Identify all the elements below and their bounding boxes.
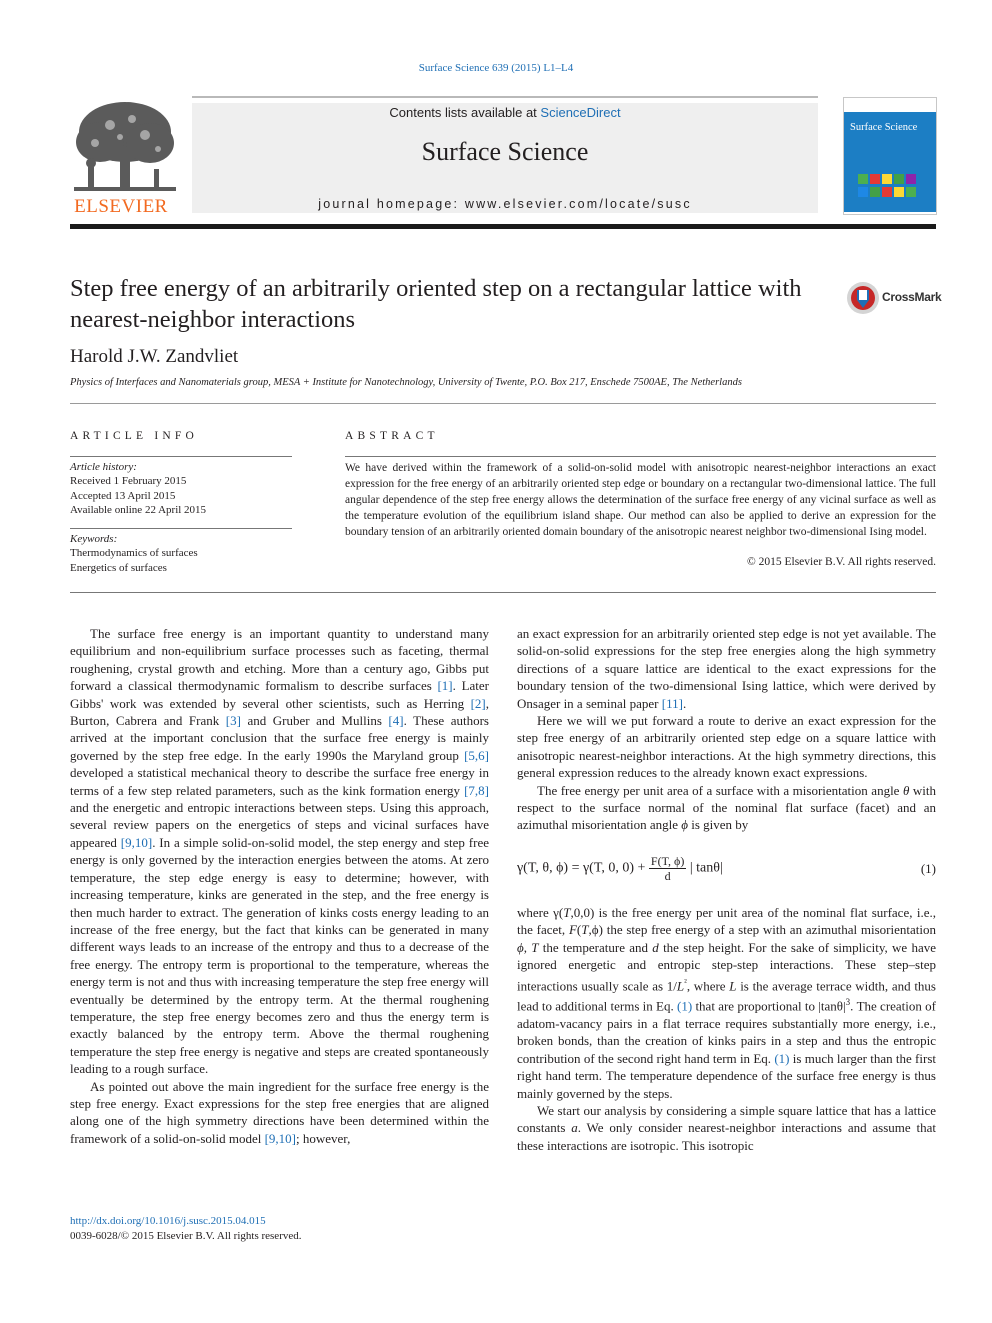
math-symbol: T xyxy=(581,922,589,938)
math-symbol: L xyxy=(676,977,685,993)
body-paragraph: As pointed out above the main ingredient for the surface free energy is the step free energy. Exact expressions for the step free energies that are aligned along one of the high symmetry directions have been determined within the framework of a solid-on-solid model [9,10]; however, xyxy=(70,1078,489,1146)
equation-number: (1) xyxy=(920,860,936,876)
body-paragraph: an exact expression for an arbitrarily oriented step edge is not yet available. The solid-on-solid expressions for the step free energies along the high symmetry directions of a square lattice are identical to the exact expressions for the boundary tension of the two-dimensional Ising lattice, which were derived by Onsager in a seminal paper [11]. xyxy=(517,626,936,711)
equation-rhs: | tanθ| xyxy=(686,860,723,876)
body-paragraph: We start our analysis by considering a simple square lattice that has a lattice constants a. We only consider nearest-neighbor interactions and assume that these interactions are isotropic. This isotropic xyxy=(517,1103,936,1153)
author-name: Harold J.W. Zandvliet xyxy=(70,346,239,367)
cover-art xyxy=(856,172,926,202)
fraction-numerator: F(T, ϕ) xyxy=(650,853,685,868)
citation-link[interactable]: [9,10] xyxy=(264,1130,297,1146)
keywords-label: Keywords: xyxy=(70,533,118,545)
author-affiliation: Physics of Interfaces and Nanomaterials group, MESA + Institute for Nanotechnology, University of Twente, P.O. Box 217, Enschede 7500AE, The Netherlands xyxy=(70,377,742,388)
body-paragraph: The surface free energy is an important quantity to understand many equilibrium and non-equilibrium surface processes such as faceting, thermal roughening, crystal growth and etching. More than a century ago, Gibbs put forward a classical thermodynamic formalism to describe surfaces [1]. Later Gibbs' work was extended by several other scientists, such as Herring [2], Burton, Cabrera and Frank [3] and Gruber and Mullins [4]. These authors arrived at the important conclusion that the surface free energy is mainly governed by the step free edge. In the early 1990s the Maryland group [5,6] developed a statistical mechanical theory to describe the surface free energy in terms of a few step related parameters, such as the kink formation energy [7,8] and the energetic and entropic interactions between steps. Using this approach, several review papers on the energetics of steps and vicinal surfaces have appeared [9,10]. In a simple solid-on-solid model, the step energy and step free energy is only governed by the interaction energies between the atoms. At zero temperature, the step edge energy is easy to determine; however, with increasing temperature, kinks are generated in the step, and the free energy is then much harder to extract. The generation of kinks costs energy leading to an increase of the free energy, but the fact that kinks can be generated in many different ways leads to an increase of the entropy and thus to a decrease of the free energy. The entropy term is proportional to the temperature, whereas the energy term is not and thus with increasing temperature the step free energy will eventually be determined by the entropy term. At the thermal roughening temperature, the step free energy becomes zero and thus the energy term is exactly balanced by the entropy term. Above the thermal roughening temperature the step free energy is negative and steps are created spontaneously leading to a rough surface. xyxy=(70,626,489,1077)
history-accepted: Accepted 13 April 2015 xyxy=(70,489,176,502)
crossmark-icon[interactable] xyxy=(846,281,880,315)
citation-link[interactable]: [4] xyxy=(388,713,404,729)
math-symbol: θ xyxy=(902,782,910,798)
article-history xyxy=(70,460,292,517)
abstract-copyright: © 2015 Elsevier B.V. All rights reserved. xyxy=(747,556,936,568)
math-symbol: T xyxy=(531,939,539,955)
history-received: Received 1 February 2015 xyxy=(70,475,187,488)
header-top-rule xyxy=(192,96,818,98)
citation-link[interactable]: [5,6] xyxy=(464,747,489,763)
article-info-rule xyxy=(70,456,292,457)
superscript: 3 xyxy=(845,997,851,1008)
elsevier-wordmark: ELSEVIER xyxy=(74,196,168,217)
body-column-left xyxy=(70,625,489,1147)
citation-link[interactable]: [9,10] xyxy=(120,834,153,850)
keyword-item: Energetics of surfaces xyxy=(70,561,167,574)
abstract-rule xyxy=(345,456,936,457)
keyword-item: Thermodynamics of surfaces xyxy=(70,547,198,560)
abstract-bottom-rule xyxy=(70,592,936,593)
body-paragraph: Here we will we put forward a route to derive an exact expression for the step free energy of an arbitrarily oriented step edge on a square lattice with anisotropic nearest-neighbor interactions. At the high symmetry directions, this general expression reduces to the already known exact expressions. xyxy=(517,713,936,781)
journal-cover-thumbnail[interactable] xyxy=(843,97,937,215)
math-symbol: ϕ xyxy=(517,939,524,955)
contents-prefix: Contents lists available at xyxy=(389,105,541,120)
citation-link[interactable]: [2] xyxy=(470,695,486,711)
equation-lhs: γ(T, θ, ϕ) = γ(T, 0, 0) + xyxy=(517,860,649,876)
title-divider xyxy=(70,403,936,404)
body-column-right xyxy=(517,625,936,1154)
sciencedirect-link[interactable]: ScienceDirect xyxy=(540,105,621,120)
citation-link[interactable]: (1) xyxy=(774,1050,790,1066)
math-symbol: L xyxy=(729,977,737,993)
crossmark-label[interactable]: CrossMark xyxy=(882,290,942,304)
citation-link[interactable]: [1] xyxy=(437,678,453,694)
history-label: Article history: xyxy=(70,461,137,473)
citation-link[interactable]: (1) xyxy=(677,998,693,1014)
math-symbol: T xyxy=(563,904,571,920)
header-thick-rule xyxy=(70,224,936,229)
keywords-rule xyxy=(70,528,292,529)
article-info-heading: ARTICLE INFO xyxy=(70,430,198,442)
abstract-text: We have derived within the framework of a solid-on-solid model with anisotropic nearest-neighbor interactions an exact expression for the free energy of an arbitrarily oriented step edge or boundary on a rectangular two-dimensional lattice. The full angular dependence of the step free energy allows the determination of the surface free energy of any vicinal surface as well as the temperature evolution of the equilibrium island shape. Our method can also be applied to derive an expression for the boundary tension of an arbitrarily oriented domain boundary of the anisotropic nearest neighbor two-dimensional Ising model. xyxy=(345,462,936,539)
equation-body xyxy=(517,854,723,883)
contents-line xyxy=(192,105,818,120)
abstract-heading: ABSTRACT xyxy=(345,430,439,442)
citation-link[interactable]: [11] xyxy=(661,695,683,711)
cover-title: Surface Science xyxy=(850,122,918,133)
math-symbol: F xyxy=(568,922,577,938)
equation-1 xyxy=(517,844,936,896)
journal-citation[interactable]: Surface Science 639 (2015) L1–L4 xyxy=(418,62,574,74)
journal-title: Surface Science xyxy=(421,137,589,166)
issn-copyright: 0039-6028/© 2015 Elsevier B.V. All rights reserved. xyxy=(70,1230,302,1242)
equation-fraction xyxy=(649,854,686,883)
keywords xyxy=(70,532,292,575)
math-symbol: a xyxy=(571,1120,578,1136)
journal-homepage[interactable]: journal homepage: www.elsevier.com/locate/susc xyxy=(318,197,692,211)
article-title: Step free energy of an arbitrarily oriented step on a rectangular lattice with nearest-neighbor interactions xyxy=(70,275,802,333)
history-online: Available online 22 April 2015 xyxy=(70,503,207,516)
body-paragraph: where γ(T,0,0) is the free energy per unit area of the nominal flat surface, i.e., the facet, F(T,ϕ) the step free energy of a step with an azimuthal misorientation ϕ, T the temperature and d the step height. For the sake of simplicity, we have ignored energetic and entropic step-step interactions. These step–step interactions usually scale as $1/L^{^2}$, where L is the average terrace width, and thus lead to additional terms in Eq. (1) that are proportional to $|\tan\theta|^3$. The creation of adatom-vacancy pairs in a flat terrace requires substantially more energy, i.e., broken bonds, than the creation of kinks pairs in a step and thus the entropic contribution of the second right hand term in Eq. (1) is much larger than the first right hand term. The temperature dependence of the surface free energy is thus mainly governed by the steps. xyxy=(517,904,937,1101)
superscript: ² xyxy=(684,976,687,987)
body-paragraph: The free energy per unit area of a surface with a misorientation angle θ with respect to the surface normal of the nominal flat surface (facet) and an azimuthal misorientation angle ϕ is given by xyxy=(517,782,936,833)
fraction-denominator: d xyxy=(664,868,671,883)
math-symbol: ϕ xyxy=(681,817,688,833)
citation-link[interactable]: [3] xyxy=(225,713,241,729)
math-symbol: d xyxy=(652,939,659,955)
doi-link[interactable]: http://dx.doi.org/10.1016/j.susc.2015.04.015 xyxy=(70,1215,266,1227)
citation-link[interactable]: [7,8] xyxy=(464,782,489,798)
